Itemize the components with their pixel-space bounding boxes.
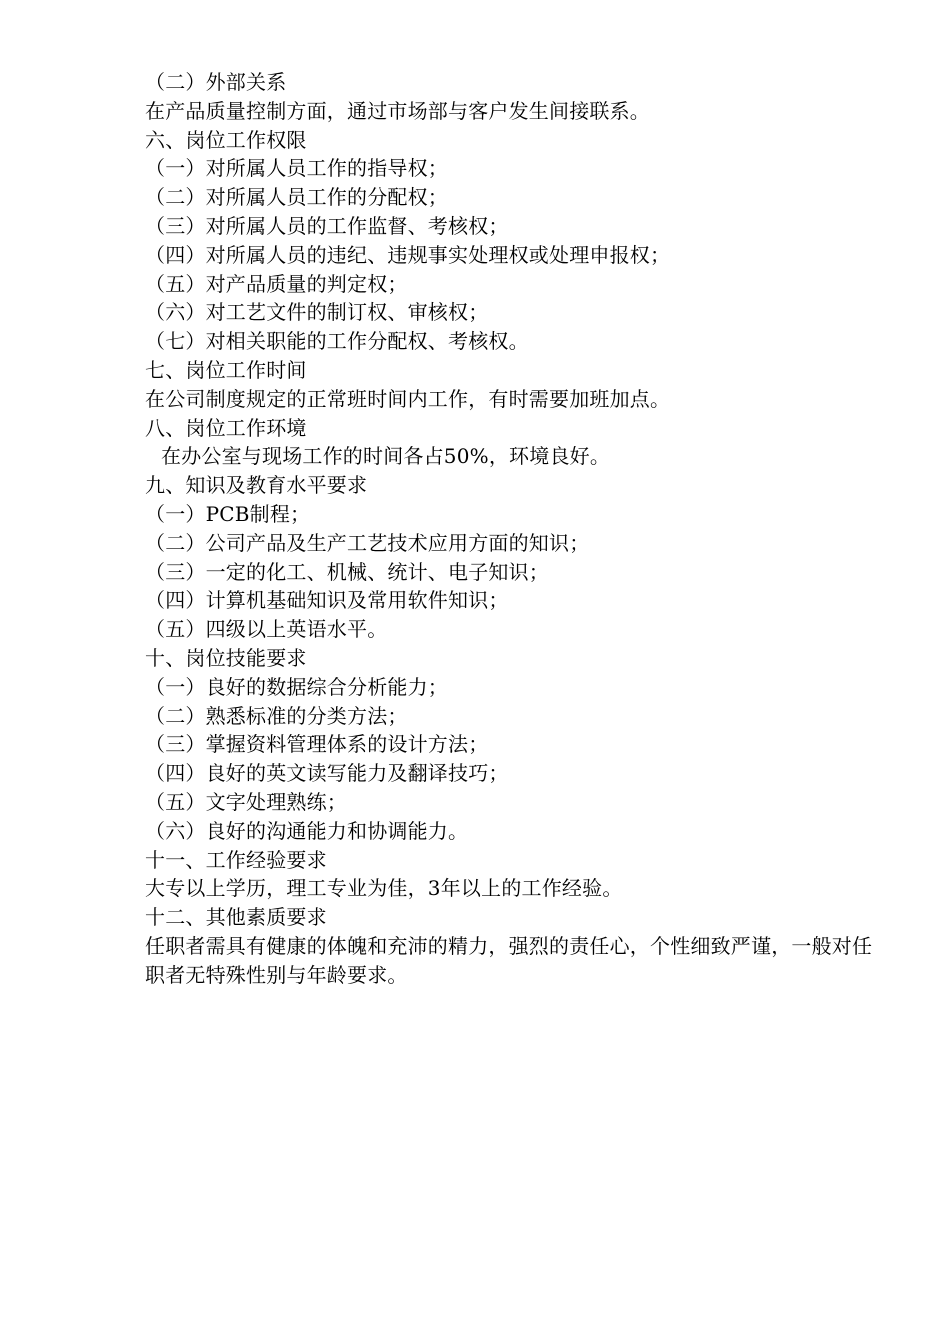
list-item: （五）对产品质量的判定权； [145, 271, 408, 296]
section-heading-work-time: 七、岗位工作时间 [145, 357, 307, 382]
list-item: （六）良好的沟通能力和协调能力。 [145, 818, 469, 843]
list-item: （五）四级以上英语水平。 [145, 617, 388, 642]
list-item: （一）对所属人员工作的指导权； [145, 156, 448, 181]
list-item: （三）对所属人员的工作监督、考核权； [145, 213, 509, 238]
paragraph-work-time: 在公司制度规定的正常班时间内工作，有时需要加班加点。 [145, 386, 671, 411]
section-heading-other-qualities: 十二、其他素质要求 [145, 905, 327, 930]
list-item: （三）一定的化工、机械、统计、电子知识； [145, 559, 549, 584]
paragraph-work-environment: 在办公室与现场工作的时间各占50%，环境良好。 [161, 444, 611, 469]
list-item: （四）良好的英文读写能力及翻译技巧； [145, 761, 509, 786]
list-item: （七）对相关职能的工作分配权、考核权。 [145, 329, 529, 354]
list-item: （二）公司产品及生产工艺技术应用方面的知识； [145, 530, 590, 555]
paragraph-external-relations: 在产品质量控制方面，通过市场部与客户发生间接联系。 [145, 98, 650, 123]
list-item: （五）文字处理熟练； [145, 789, 347, 814]
section-heading-authority: 六、岗位工作权限 [145, 127, 307, 152]
subsection-heading-external-relations: （二）外部关系 [145, 70, 287, 94]
section-heading-experience: 十一、工作经验要求 [145, 847, 327, 872]
section-heading-work-environment: 八、岗位工作环境 [145, 415, 307, 440]
list-item: （一）良好的数据综合分析能力； [145, 674, 448, 699]
list-item: （二）对所属人员工作的分配权； [145, 185, 448, 210]
list-item: （三）掌握资料管理体系的设计方法； [145, 732, 489, 757]
list-item: （一）PCB制程； [145, 501, 311, 526]
section-heading-skills: 十、岗位技能要求 [145, 645, 307, 670]
paragraph-other-qualities: 任职者需具有健康的体魄和充沛的精力，强烈的责任心，个性细致严谨，一般对任职者无特殊性别与年龄要求。 [145, 933, 873, 987]
paragraph-experience: 大专以上学历，理工专业为佳，3年以上的工作经验。 [145, 876, 623, 901]
document-body [145, 68, 885, 990]
list-item: （四）对所属人员的违纪、违规事实处理权或处理申报权； [145, 242, 671, 267]
section-heading-knowledge: 九、知识及教育水平要求 [145, 473, 368, 498]
list-item: （四）计算机基础知识及常用软件知识； [145, 588, 509, 613]
list-item: （六）对工艺文件的制订权、审核权； [145, 300, 489, 325]
list-item: （二）熟悉标准的分类方法； [145, 703, 408, 728]
